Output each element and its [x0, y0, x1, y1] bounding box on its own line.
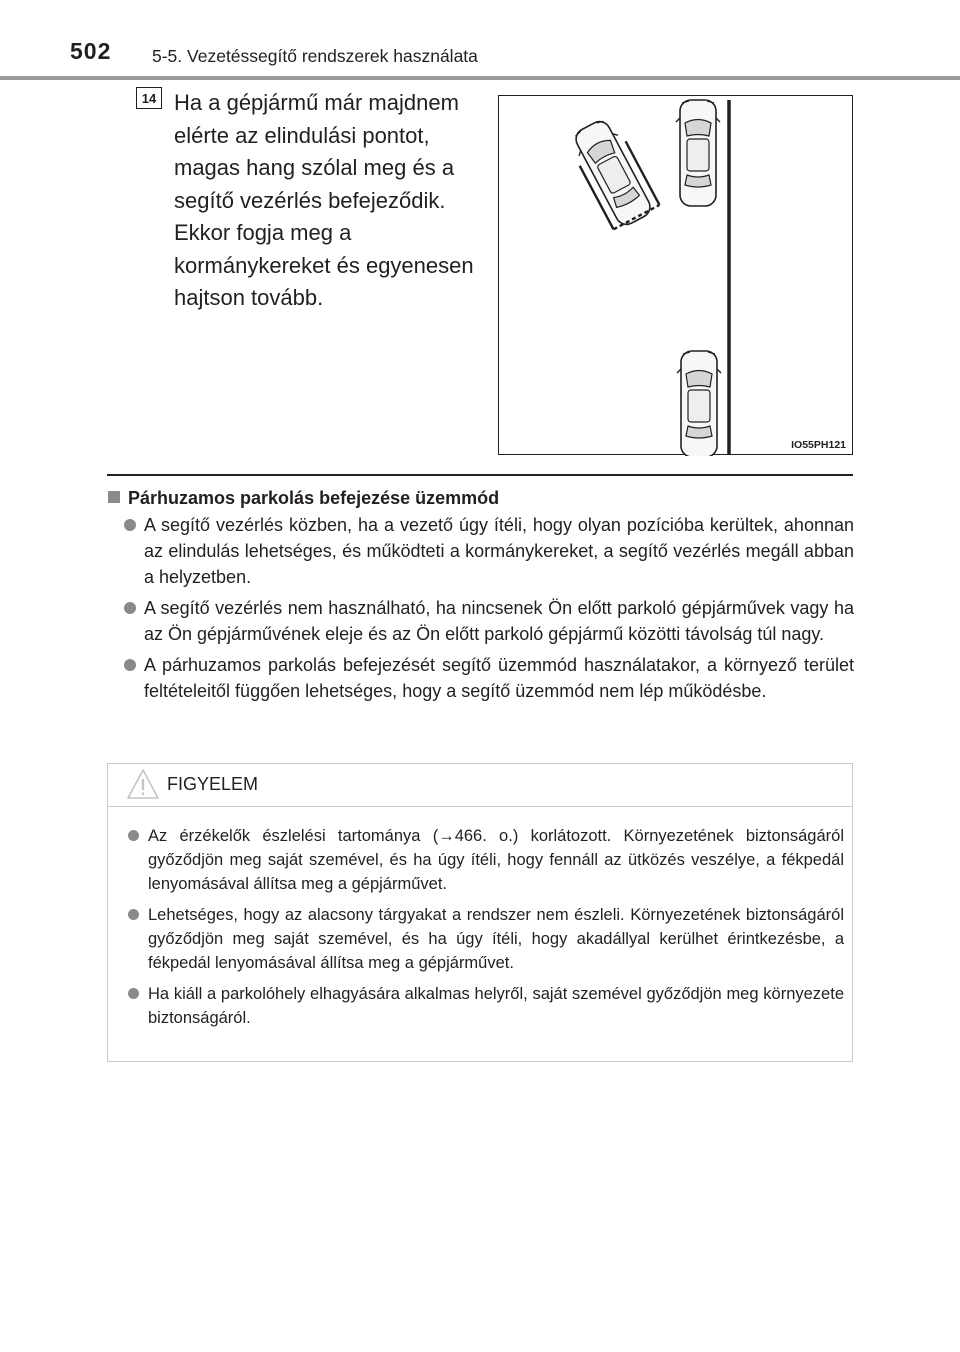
warning-item [128, 982, 844, 1030]
warning-item [128, 903, 844, 975]
list-item [124, 512, 854, 590]
list-item-text: A párhuzamos parkolás befejezését segítő üzemmód használatakor, a környező terület feltételeitől függően lehetséges, hogy a segítő üzemmód nem lép működésbe. [144, 655, 854, 701]
warning-box [107, 763, 853, 1062]
parked-car-front [676, 100, 720, 206]
section-heading [108, 488, 499, 509]
section-title: 5-5. Vezetéssegítő rendszerek használata [152, 46, 478, 66]
section-heading-text: Párhuzamos parkolás befejezése üzemmód [128, 488, 500, 508]
bullet-dot-icon [124, 602, 136, 614]
list-item-text: A segítő vezérlés közben, ha a vezető úgy ítéli, hogy olyan pozícióba kerültek, ahonnan az elindulás lehetséges, és működteti a kormánykereket, a segítő vezérlés megáll abban a helyzetben. [144, 515, 854, 587]
warning-item-text: Ha kiáll a parkolóhely elhagyására alkalmas helyről, saját szemével győződjön meg környezete biztonságáról. [148, 985, 844, 1027]
section-rule [107, 474, 853, 476]
list-item [124, 595, 854, 647]
section-bullets [124, 512, 854, 709]
own-car [565, 114, 661, 232]
parked-car-rear [677, 351, 721, 456]
parking-diagram [499, 96, 854, 456]
header-rule [0, 76, 960, 80]
bullet-dot-icon [128, 830, 139, 841]
warning-item-text: Lehetséges, hogy az alacsony tárgyakat a rendszer nem észleli. Környezetének biztonságáról győződjön meg saját szemével, és ha úgy ítéli, hogy akadállyal kerülhet érintkezésbe, a fékpedál lenyomásával állítsa meg a gépjárművet. [148, 906, 844, 972]
warning-item [128, 824, 844, 896]
warning-list [128, 824, 844, 1037]
warning-title: FIGYELEM [167, 774, 259, 794]
bullet-dot-icon [124, 659, 136, 671]
list-item-text: A segítő vezérlés nem használható, ha nincsenek Ön előtt parkoló gépjárművek vagy ha az Ön gépjárművének eleje és az Ön előtt parkoló gépjármű közötti távolság túl nagy. [144, 598, 854, 644]
step-text: Ha a gépjármű már majdnem elérte az elindulási pontot, magas hang szólal meg és a segítő vezérlés befejeződik. Ekkor fogja meg a kormánykereket és egyenesen hajtson tovább. [174, 90, 474, 310]
parking-illustration [498, 95, 853, 455]
square-bullet-icon [108, 491, 120, 503]
page-header [0, 0, 960, 80]
bullet-dot-icon [124, 519, 136, 531]
figure-code: IO55PH121 [791, 439, 846, 451]
warning-item-text: Az érzékelők észlelési tartománya (→466. o.) korlátozott. Környezetének biztonságáról győződjön meg saját szemével, és ha úgy ítéli, hogy fennáll az ütközés veszélye, a fékpedál lenyomásával állítsa meg a gépjárművet. [148, 827, 844, 893]
bullet-dot-icon [128, 909, 139, 920]
list-item [124, 652, 854, 704]
warning-triangle-icon [126, 768, 160, 800]
page-number: 502 [70, 38, 112, 64]
step-number-badge: 14 [136, 87, 162, 109]
bullet-dot-icon [128, 988, 139, 999]
warning-header [108, 764, 852, 807]
